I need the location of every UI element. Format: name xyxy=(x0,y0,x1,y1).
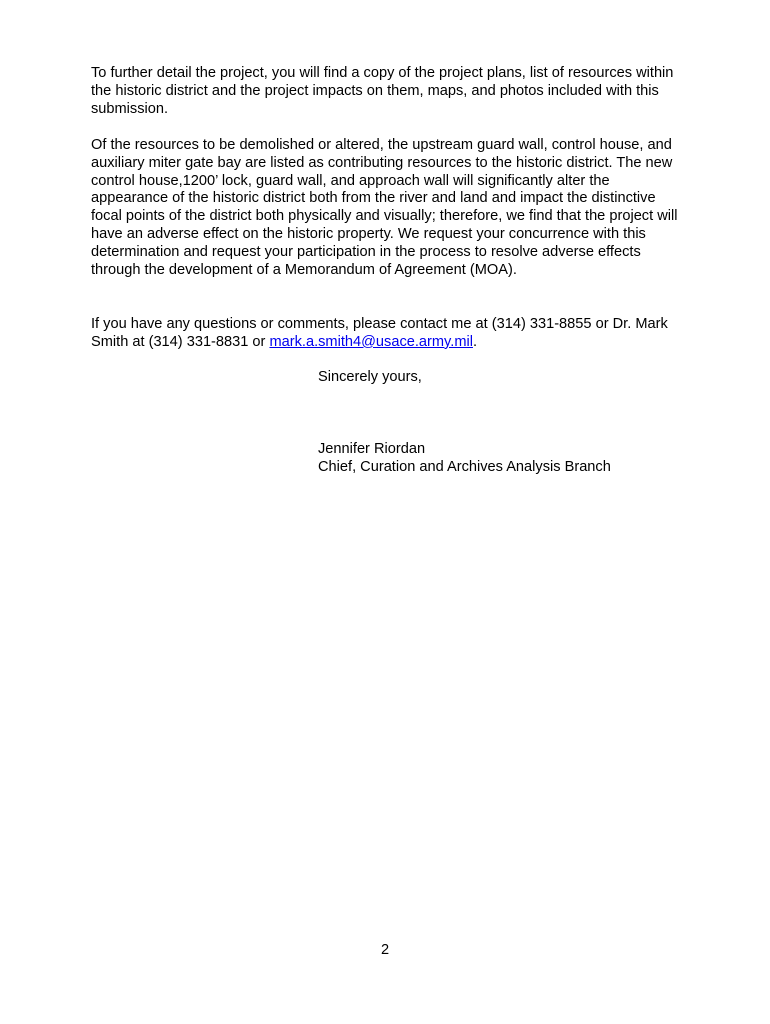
paragraph-adverse-effect: Of the resources to be demolished or altered, the upstream guard wall, control house, and auxiliary miter gate bay are listed as contributing resources to the historic district. The new control house,1200’ lock, guard wall, and approach wall will significantly alter the appearance of the historic district both from the river and land and impact the distinctive focal points of the district both physically and visually; therefore, we find that the project will have an adverse effect on the historic property. We request your concurrence with this determination and request your participation in the process to resolve adverse effects through the development of a Memorandum of Agreement (MOA). xyxy=(91,137,678,278)
signer-name: Jennifer Riordan xyxy=(318,441,426,457)
contact-text-end: . xyxy=(472,333,478,350)
paragraph-project-details: To further detail the project, you will find a copy of the project plans, list of resources within the historic district and the project impacts on them, maps, and photos included with this submission. xyxy=(91,65,674,117)
contact-text: If you have any questions or comments, please contact me at (314) 331-8855 or Dr. Mark Smith at (314) 331-8831 or xyxy=(91,316,668,350)
signature-block xyxy=(318,441,611,477)
closing-salutation: Sincerely yours, xyxy=(318,369,422,385)
signer-title: Chief, Curation and Archives Analysis Branch xyxy=(318,458,611,475)
email-link[interactable]: mark.a.smith4@usace.army.mil xyxy=(269,333,473,350)
paragraph-contact xyxy=(91,316,681,352)
page-number: 2 xyxy=(380,942,390,958)
